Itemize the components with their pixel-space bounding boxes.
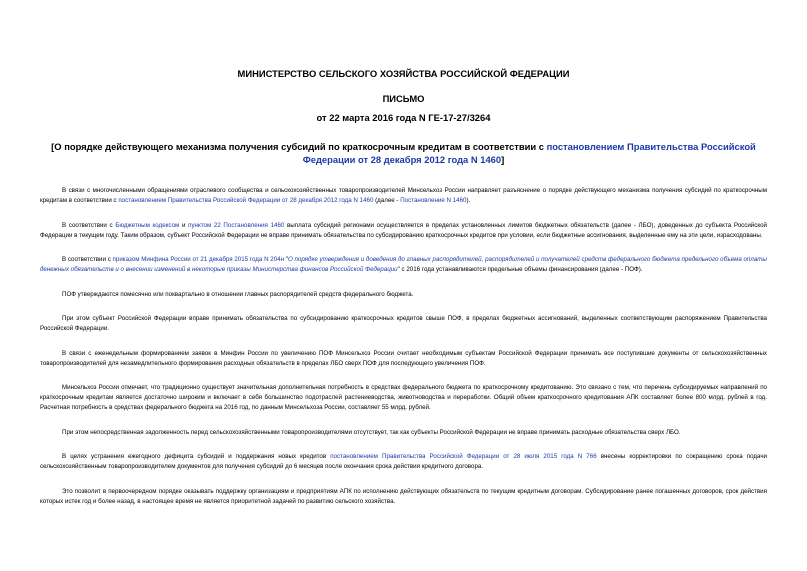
paragraph-text: В целях устранения ежегодного дефицита субсидий и поддержания новых кредитов xyxy=(62,453,331,460)
budget-code-link[interactable]: Бюджетным кодексом xyxy=(115,221,180,229)
ministry-heading: МИНИСТЕРСТВО СЕЛЬСКОГО ХОЗЯЙСТВА РОССИЙСКОЙ ФЕДЕРАЦИИ xyxy=(237,68,570,79)
paragraph-text: ). xyxy=(466,197,471,204)
paragraph-3 xyxy=(40,255,767,275)
paragraph-text: При этом субъект Российской Федерации вправе принимать обязательства по субсидированию краткосрочных кредитов свыше ПОФ, в пределах бюджетных ассигнований, выделенных соответствующим распоряжением Правительства Российской Федерации. xyxy=(40,315,767,332)
clause-22-link[interactable]: пунктом 22 Постановления 1460 xyxy=(188,221,285,229)
paragraph-text: ПОФ утверждаются помесячно или поквартально в отношении главных распорядителей средств федерального бюджета. xyxy=(62,290,414,298)
minfin-order-title-link[interactable]: О порядке утверждения и доведения до главных распорядителей, распорядителей и получателей средств федерального бюджета предельного объема оплаты денежных обязательств и о внесении изменений в некоторые приказы Министерства финансов Российской Федерации xyxy=(40,256,767,273)
paragraph-text: В соответствии с xyxy=(62,221,116,229)
paragraph-10 xyxy=(40,487,767,507)
paragraph-text: внесены корректировки по сокращению срока подачи сельскохозяйственным товаропроизводителем документов для получения субсидий до 6 месяцев после окончания срока действия кредитного договора. xyxy=(40,453,767,470)
paragraph-text: В связи с многочисленными обращениями отраслевого сообщества и сельскохозяйственных товаропроизводителей Минсельхоз России направляет разъяснение о порядке действующего механизма получения субсидий по краткосрочным кредитам в соответствии с xyxy=(40,187,767,204)
paragraph-text: " xyxy=(284,256,288,263)
resolution-766-link[interactable]: постановлением Правительства Российской Федерации от 28 июля 2015 года N 766 xyxy=(330,453,597,460)
subject-heading xyxy=(40,140,767,166)
paragraph-2 xyxy=(40,221,767,241)
paragraph-5 xyxy=(40,314,767,334)
paragraph-4 xyxy=(40,290,767,300)
letter-body xyxy=(40,186,767,521)
paragraph-8 xyxy=(40,428,767,438)
paragraph-text: Это позволит в первоочередном порядке оказывать поддержку организациям и предприятиям АПК по исполнению действующих обязательств по текущим кредитным договорам. Субсидирование ранее погашенных договоров, срок действия которых истек год и более назад, в настоящее время не является приоритетной задачей по развитию сельского хозяйства. xyxy=(40,487,767,505)
paragraph-1 xyxy=(40,186,767,206)
subject-prefix: [О порядке действующего механизма получения субсидий по краткосрочным кредитам в соответствии с xyxy=(51,141,547,152)
paragraph-text: В связи с еженедельным формированием заявок в Минфин России по увеличению ПОФ Минсельхоз России считает необходимым субъектам Российской Федерации принимать все поступившие документы от сельскохозяйственных товаропроизводителей для незамедлительного формирования расходных обязательств в пределах ЛБО сверх ПОФ для последующего увеличения ПОФ. xyxy=(40,349,767,367)
paragraph-text: При этом непосредственная задолженность перед сельскохозяйственными товаропроизводителями отсутствует, так как субъекты Российской Федерации не вправе принимать расходные обязательства сверх ЛБО. xyxy=(62,428,681,436)
minfin-order-link[interactable]: приказом Минфина России от 21 декабря 2015 года N 204н xyxy=(112,256,285,263)
paragraph-7 xyxy=(40,383,767,413)
paragraph-6 xyxy=(40,349,767,369)
paragraph-text: и xyxy=(179,221,189,229)
subject-resolution-link[interactable]: постановлением Правительства Российской Федерации от 28 декабря 2012 года N 1460 xyxy=(302,141,756,165)
paragraph-text: (далее - xyxy=(373,197,401,204)
paragraph-text: выплата субсидий регионами осуществляется в пределах установленных лимитов бюджетных обязательств (далее - ЛБО), доведенных до субъекта Российской Федерации в текущем году. Таким образом, субъект Российской Федерации не вправе принимать обязательства по субсидированию краткосрочных кредитов при условии, если бюджетные ассигнования, выделенные ему на эти цели, израсходованы. xyxy=(40,221,767,239)
document-type-heading: ПИСЬМО xyxy=(382,93,425,104)
subject-suffix: ] xyxy=(501,154,505,165)
paragraph-text: В соответствии с xyxy=(62,256,113,263)
paragraph-text: Минсельхоз России отмечает, что традиционно существует значительная дополнительная потребность в средствах федерального бюджета по краткосрочному кредитованию. Это связано с тем, что перечень субсидируемых направлений по краткосрочным кредитам является достаточно широким и включает в себя большинство подотраслей растениеводства, животноводства и переработки. Общий объем краткосрочного кредитования АПК составляет более 800 млрд. рублей в год. Расчетная потребность в средствах федерального бюджета на 2016 год, по данным Минсельхоза России, составляет 55 млрд. рублей. xyxy=(40,384,767,411)
resolution-1460-short-link[interactable]: Постановление N 1460 xyxy=(400,197,467,204)
date-number-heading: от 22 марта 2016 года N ГЕ-17-27/3264 xyxy=(316,112,491,123)
resolution-1460-link[interactable]: постановлением Правительства Российской Федерации от 28 декабря 2012 года N 1460 xyxy=(118,197,374,204)
paragraph-text: " с 2016 года устанавливаются предельные объемы финансирования (далее - ПОФ). xyxy=(397,266,643,273)
paragraph-9 xyxy=(40,452,767,472)
